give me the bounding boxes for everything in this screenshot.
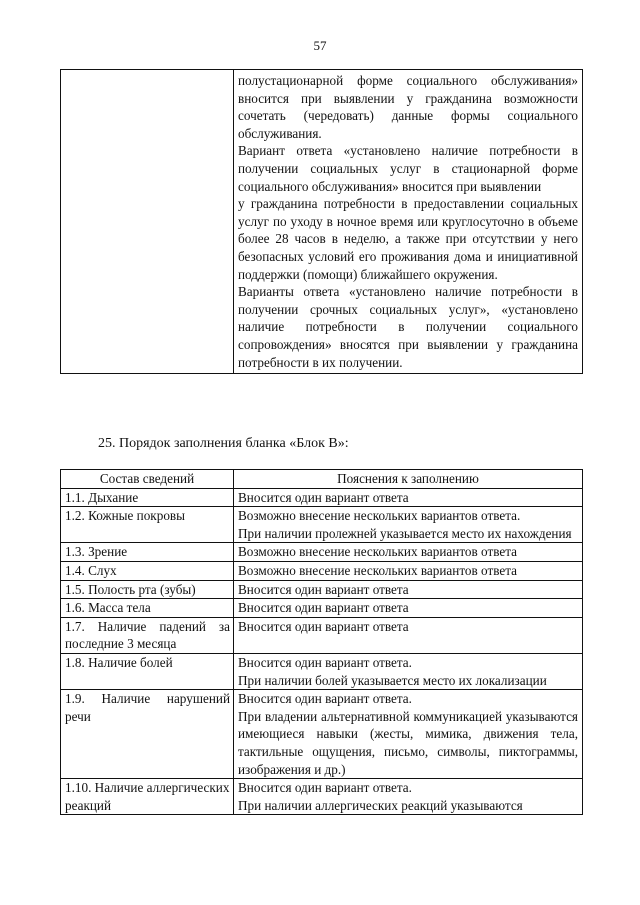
note: Возможно внесение нескольких вариантов ответа. xyxy=(238,508,521,524)
notes-cell xyxy=(234,779,583,815)
table-row xyxy=(61,70,583,374)
table-row xyxy=(61,507,583,543)
continuation-table xyxy=(60,69,583,374)
item-cell: 1.6. Масса тела xyxy=(61,599,234,618)
table-cell-explanation xyxy=(234,70,583,374)
notes-cell xyxy=(234,653,583,689)
paragraph: Вариант ответа «установлено наличие потребности в получении социальных услуг в стационарной форме социального обслуживания» вносится при выявлении xyxy=(238,143,578,194)
notes-cell xyxy=(234,617,583,653)
item-text: 1.7. Наличие падений за последние 3 месяца xyxy=(65,618,230,652)
table-row xyxy=(61,690,583,779)
table-header-row xyxy=(61,470,583,489)
table-row xyxy=(61,617,583,653)
item-cell: 1.5. Полость рта (зубы) xyxy=(61,580,234,599)
table-cell-empty xyxy=(61,70,234,374)
table-row xyxy=(61,543,583,562)
notes-cell xyxy=(234,561,583,580)
page-number: 57 xyxy=(313,38,327,53)
item-cell: 1.8. Наличие болей xyxy=(61,653,234,689)
note: Возможно внесение нескольких вариантов ответа xyxy=(238,562,518,578)
note: Вносится один вариант ответа xyxy=(238,600,409,616)
table-row xyxy=(61,779,583,815)
item-cell xyxy=(61,690,234,779)
paragraph: полустационарной форме социального обслуживания» вносится при выявлении у гражданина возможности сочетать (чередовать) данные формы социального обслуживания. xyxy=(238,73,578,141)
note: Вносится один вариант ответа xyxy=(238,618,409,634)
table-row xyxy=(61,580,583,599)
paragraph: у гражданина потребности в предоставлении социальных услуг по уходу в ночное время или круглосуточно в объеме более 28 часов в неделю, а также при отсутствии у него безопасных условий его проживания дома и инициативной поддержки (помощи) ближайшего окружения. xyxy=(238,196,578,282)
item-cell xyxy=(61,617,234,653)
notes-cell xyxy=(234,543,583,562)
table-row xyxy=(61,561,583,580)
notes-cell xyxy=(234,488,583,507)
note: Вносится один вариант ответа. xyxy=(238,654,412,670)
table-row xyxy=(61,653,583,689)
item-cell: 1.1. Дыхание xyxy=(61,488,234,507)
paragraph: Варианты ответа «установлено наличие потребности в получении срочных социальных услуг», «установлено наличие потребности в получении социального сопровождения» вносятся при выявлении у гражданина потребности в их получении. xyxy=(238,284,578,370)
note: При наличии болей указывается место их локализации xyxy=(238,672,547,688)
note: При наличии аллергических реакций указываются xyxy=(238,797,523,813)
note: Вносится один вариант ответа. xyxy=(238,780,412,796)
item-cell: 1.10. Наличие аллергических реакций xyxy=(61,779,234,815)
section-heading: 25. Порядок заполнения бланка «Блок В»: xyxy=(98,436,349,451)
table-row xyxy=(61,599,583,618)
table-row xyxy=(61,488,583,507)
column-header: Состав сведений xyxy=(61,470,234,489)
note: При владении альтернативной коммуникацией указываются имеющиеся навыки (жесты, мимика, движения тела, тактильные ощущения, письмо, символы, пиктограммы, изображения и др.) xyxy=(238,708,578,777)
notes-cell xyxy=(234,690,583,779)
item-cell: 1.2. Кожные покровы xyxy=(61,507,234,543)
notes-cell xyxy=(234,580,583,599)
note: Вносится один вариант ответа. xyxy=(238,691,412,707)
note: Вносится один вариант ответа xyxy=(238,581,409,597)
item-cell: 1.3. Зрение xyxy=(61,543,234,562)
notes-cell xyxy=(234,507,583,543)
item-cell: 1.4. Слух xyxy=(61,561,234,580)
note: При наличии пролежней указывается место их нахождения xyxy=(238,525,572,541)
notes-cell xyxy=(234,599,583,618)
note: Вносится один вариант ответа xyxy=(238,489,409,505)
column-header: Пояснения к заполнению xyxy=(234,470,583,489)
blok-v-table xyxy=(60,469,583,815)
note: Возможно внесение нескольких вариантов ответа xyxy=(238,544,518,560)
item-text: 1.9. Наличие нарушений речи xyxy=(65,691,230,724)
